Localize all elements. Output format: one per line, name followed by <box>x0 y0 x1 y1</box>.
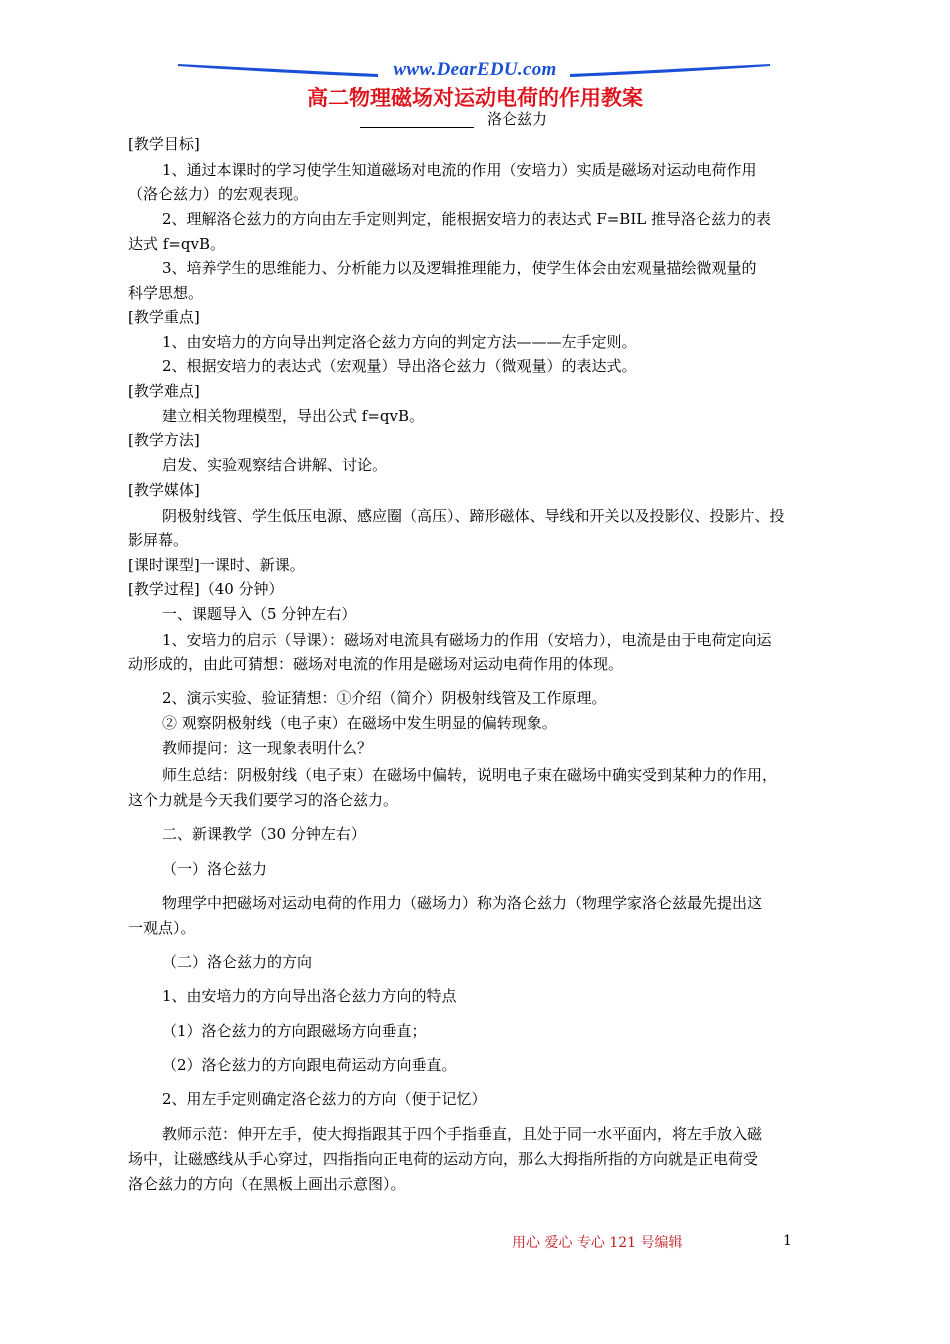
body-line: 影屏幕。 <box>128 531 189 549</box>
body-line: 一观点）。 <box>128 919 196 937</box>
body-line: （二）洛仑兹力的方向 <box>162 953 313 971</box>
body-line: （1）洛仑兹力的方向跟磁场方向垂直； <box>162 1022 427 1040</box>
body-line: 教师示范：伸开左手，使大拇指跟其于四个手指垂直，且处于同一水平面内，将左手放入磁 <box>162 1125 763 1143</box>
body-line: 阴极射线管、学生低压电源、感应圈（高压）、蹄形磁体、导线和开关以及投影仪、投影片、投 <box>162 507 785 525</box>
section-heading: [教学重点] <box>128 308 200 326</box>
body-line: 教师提问：这一现象表明什么？ <box>162 739 373 757</box>
body-line: 2、用左手定则确定洛仑兹力的方向（便于记忆） <box>162 1090 487 1108</box>
body-line: 洛仑兹力的方向（在黑板上画出示意图）。 <box>128 1175 406 1193</box>
body-line: 二、新课教学（30 分钟左右） <box>162 825 366 843</box>
body-line: 科学思想。 <box>128 284 204 302</box>
section-heading: [教学过程]（40 分钟） <box>128 580 284 598</box>
body-line: 1、由安培力的方向导出判定洛仑兹力方向的判定方法———左手定则。 <box>162 333 637 351</box>
body-line: 建立相关物理模型，导出公式 f=qvB。 <box>162 407 424 425</box>
body-line: 2、根据安培力的表达式（宏观量）导出洛仑兹力（微观量）的表达式。 <box>162 357 637 375</box>
section-heading: [教学难点] <box>128 382 200 400</box>
body-line: 动形成的，由此可猜想：磁场对电流的作用是磁场对运动电荷作用的体现。 <box>128 655 624 673</box>
section-heading: [教学目标] <box>128 135 200 153</box>
body-line: 师生总结：阴极射线（电子束）在磁场中偏转，说明电子束在磁场中确实受到某种力的作用， <box>162 766 778 784</box>
body-line: 3、培养学生的思维能力、分析能力以及逻辑推理能力，使学生体会由宏观量描绘微观量的 <box>162 259 757 277</box>
body-line: 1、由安培力的方向导出洛仑兹力方向的特点 <box>162 987 457 1005</box>
section-heading: [课时课型]一课时、新课。 <box>128 556 305 574</box>
body-line: 一、课题导入（5 分钟左右） <box>162 605 357 623</box>
body-line: 启发、实验观察结合讲解、讨论。 <box>162 456 388 474</box>
footer-credit: 用心 爱心 专心 121 号编辑 <box>512 1235 683 1251</box>
document-title: 高二物理磁场对运动电荷的作用教案 <box>307 86 643 110</box>
body-line: 场中，让磁感线从手心穿过，四指指向正电荷的运动方向，那么大拇指所指的方向就是正电荷受 <box>128 1150 759 1168</box>
body-line: （2）洛仑兹力的方向跟电荷运动方向垂直。 <box>162 1056 457 1074</box>
body-line: 这个力就是今天我们要学习的洛仑兹力。 <box>128 791 399 809</box>
page-number: 1 <box>783 1233 792 1249</box>
document-subtitle: 洛仑兹力 <box>487 110 548 128</box>
section-heading: [教学媒体] <box>128 481 200 499</box>
subtitle-rule <box>360 127 474 128</box>
body-line: ② 观察阴极射线（电子束）在磁场中发生明显的偏转现象。 <box>162 714 557 732</box>
body-line: 1、通过本课时的学习使学生知道磁场对电流的作用（安培力）实质是磁场对运动电荷作用 <box>162 161 757 179</box>
body-line: 2、演示实验、验证猜想：①介绍（简介）阴极射线管及工作原理。 <box>162 689 607 707</box>
section-heading: [教学方法] <box>128 431 200 449</box>
body-line: 物理学中把磁场对运动电荷的作用力（磁场力）称为洛仑兹力（物理学家洛仑兹最先提出这 <box>162 894 763 912</box>
body-line: 1、安培力的启示（导课）：磁场对电流具有磁场力的作用（安培力），电流是由于电荷定向运 <box>162 631 772 649</box>
body-line: （一）洛仑兹力 <box>162 860 268 878</box>
body-line: 达式 f=qvB。 <box>128 235 225 253</box>
body-line: （洛仑兹力）的宏观表现。 <box>128 185 309 203</box>
body-line: 2、理解洛仑兹力的方向由左手定则判定，能根据安培力的表达式 F=BIL 推导洛仑兹力的表 <box>162 210 771 228</box>
site-logo-text: www.DearEDU.com <box>393 59 557 80</box>
